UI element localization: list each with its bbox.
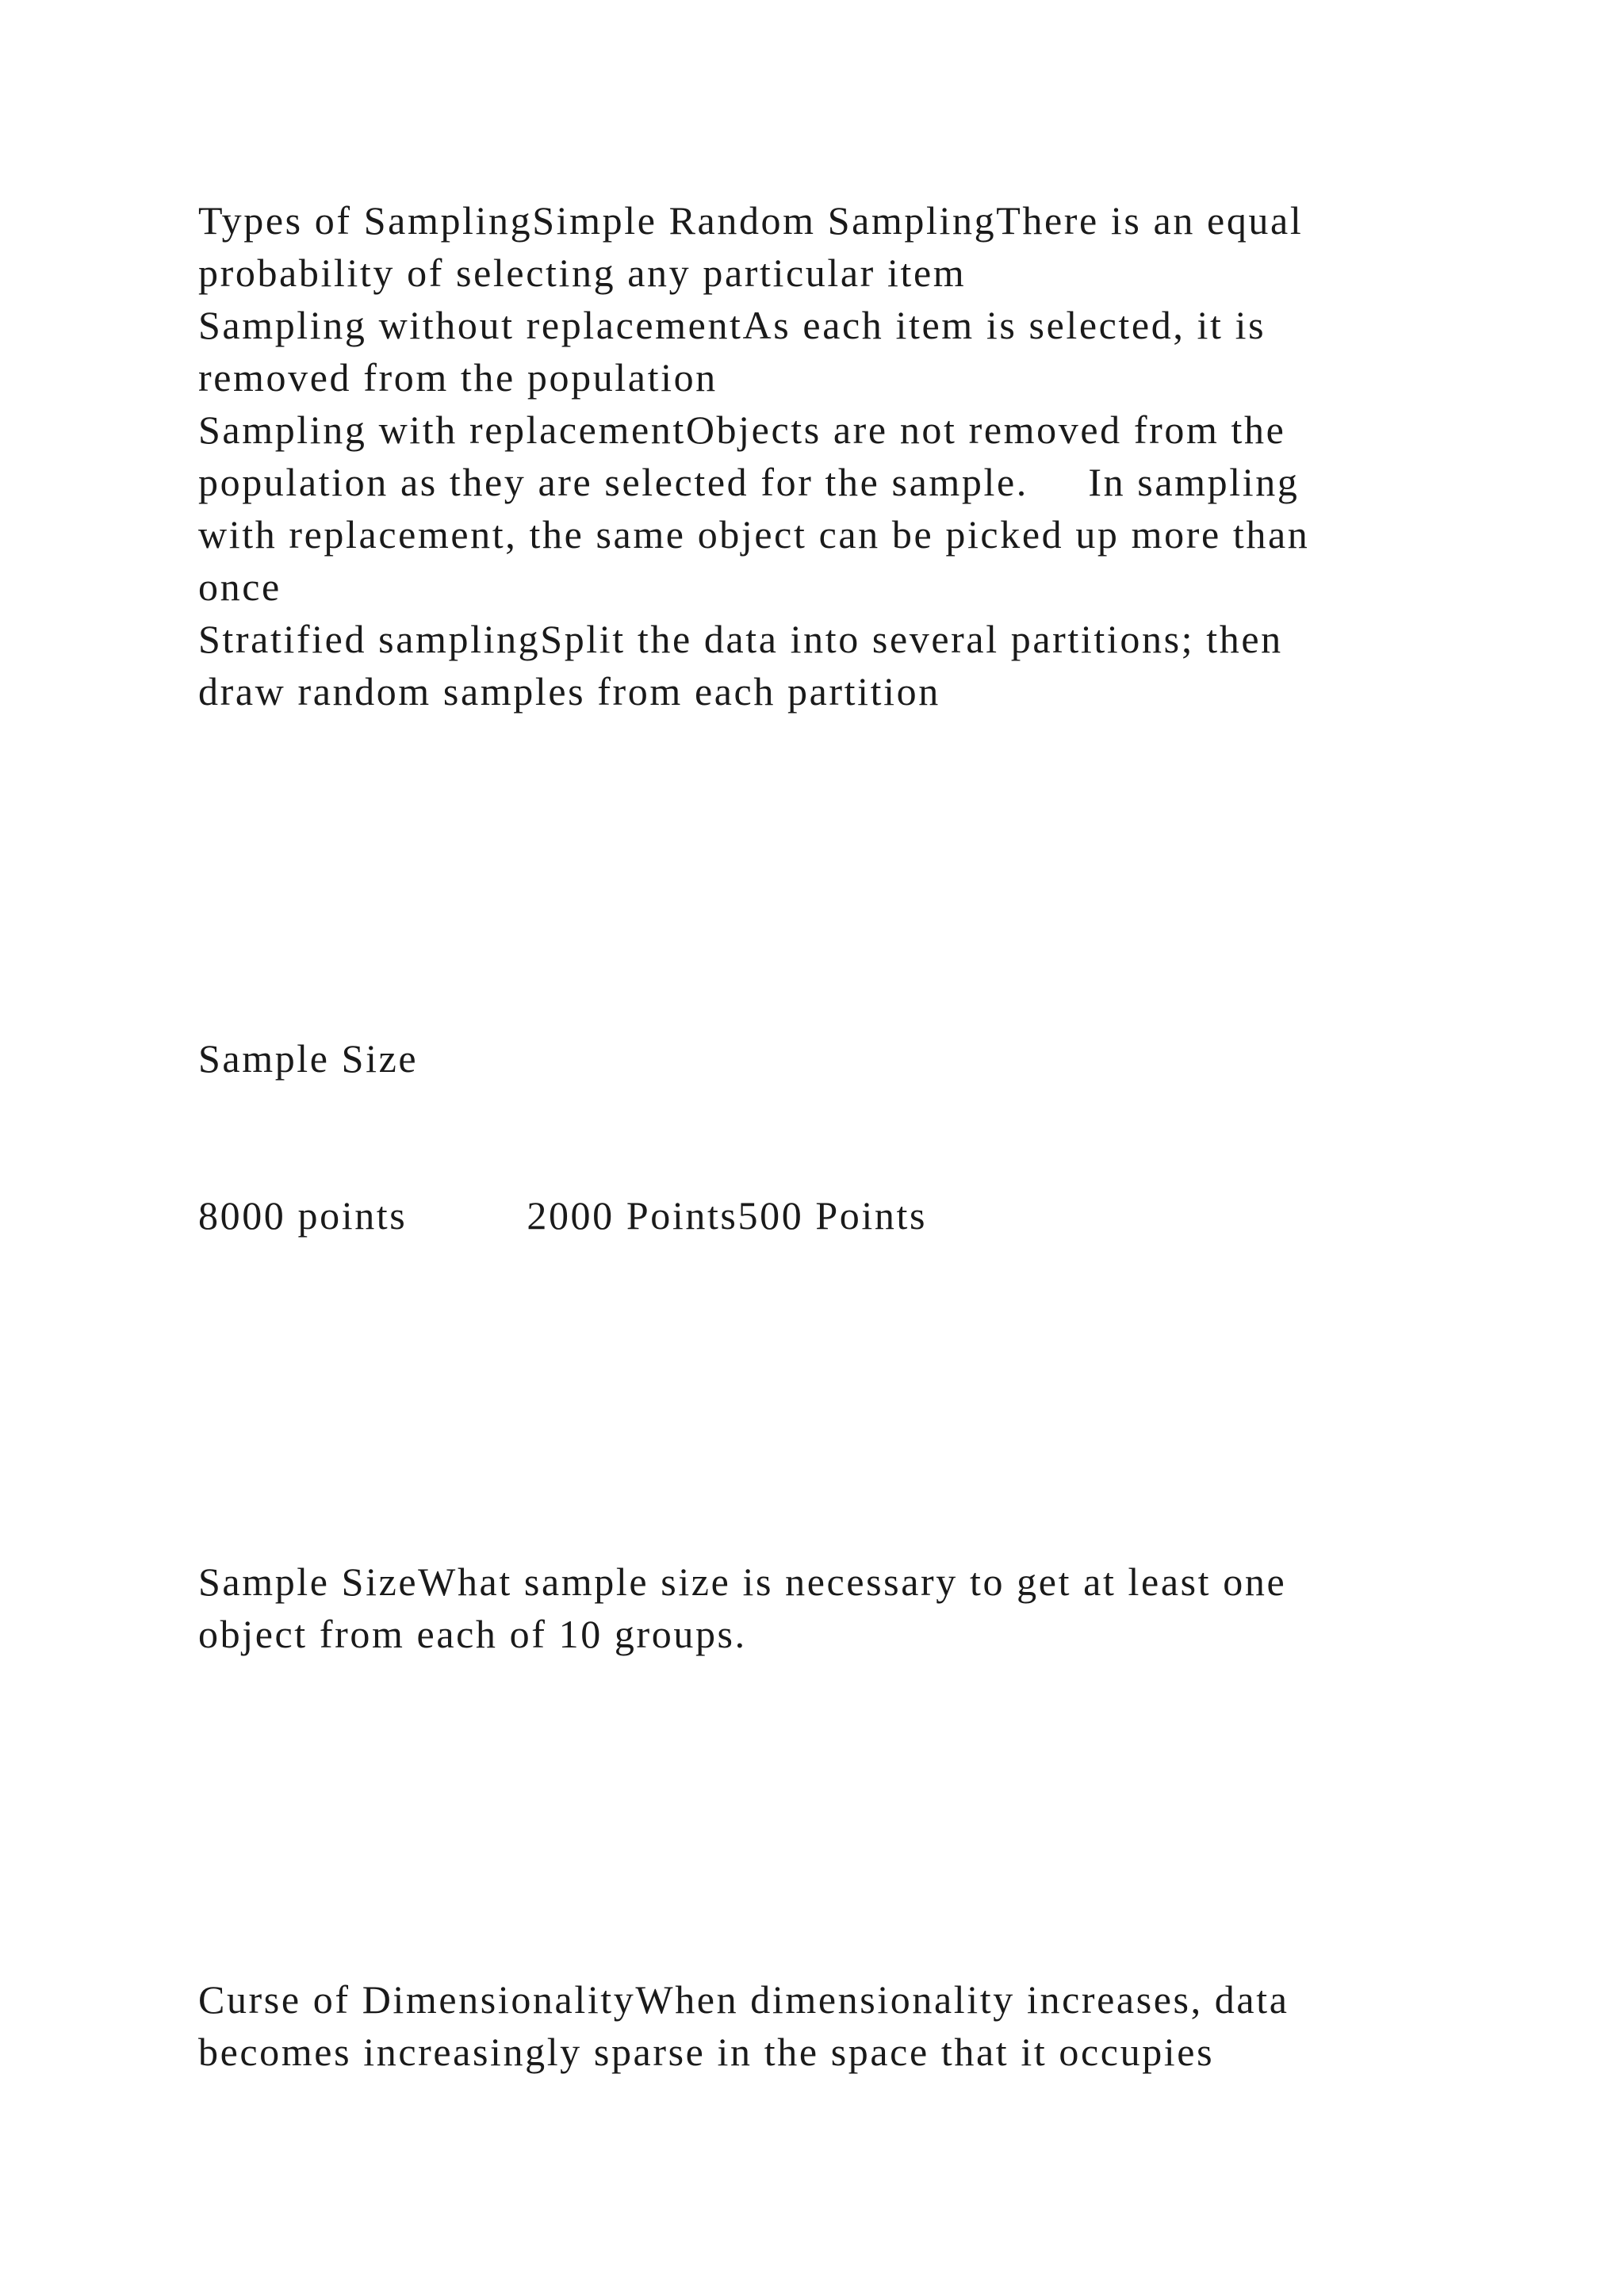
- text-line: once: [198, 564, 282, 609]
- curse-of-dimensionality-paragraph: [198, 1973, 1435, 2078]
- text-line: with replacement, the same object can be picked up more than: [198, 512, 1310, 557]
- text-line: 8000 points 2000 Points500 Points: [198, 1193, 928, 1238]
- text-line: Sample SizeWhat sample size is necessary to get at least one: [198, 1559, 1287, 1604]
- text-line: becomes increasingly sparse in the space that it occupies: [198, 2030, 1215, 2074]
- text-line: population as they are selected for the sample. In sampling: [198, 460, 1300, 504]
- points-caption: [198, 1189, 1435, 1242]
- text-line: Sampling with replacementObjects are not removed from the: [198, 408, 1286, 452]
- text-line: probability of selecting any particular item: [198, 251, 967, 295]
- text-line: Sampling without replacementAs each item is selected, it is: [198, 303, 1266, 347]
- types-of-sampling-paragraph: [198, 194, 1435, 718]
- text-line: object from each of 10 groups.: [198, 1612, 747, 1656]
- text-line: Stratified samplingSplit the data into several partitions; then: [198, 617, 1283, 661]
- text-line: draw random samples from each partition: [198, 669, 940, 714]
- sample-size-question-paragraph: [198, 1556, 1435, 1660]
- sample-size-heading: [198, 1032, 1435, 1085]
- text-line: removed from the population: [198, 355, 718, 400]
- text-line: Curse of DimensionalityWhen dimensionality increases, data: [198, 1977, 1289, 2022]
- text-line: Types of SamplingSimple Random SamplingThere is an equal: [198, 198, 1304, 243]
- text-line: Sample Size: [198, 1036, 419, 1081]
